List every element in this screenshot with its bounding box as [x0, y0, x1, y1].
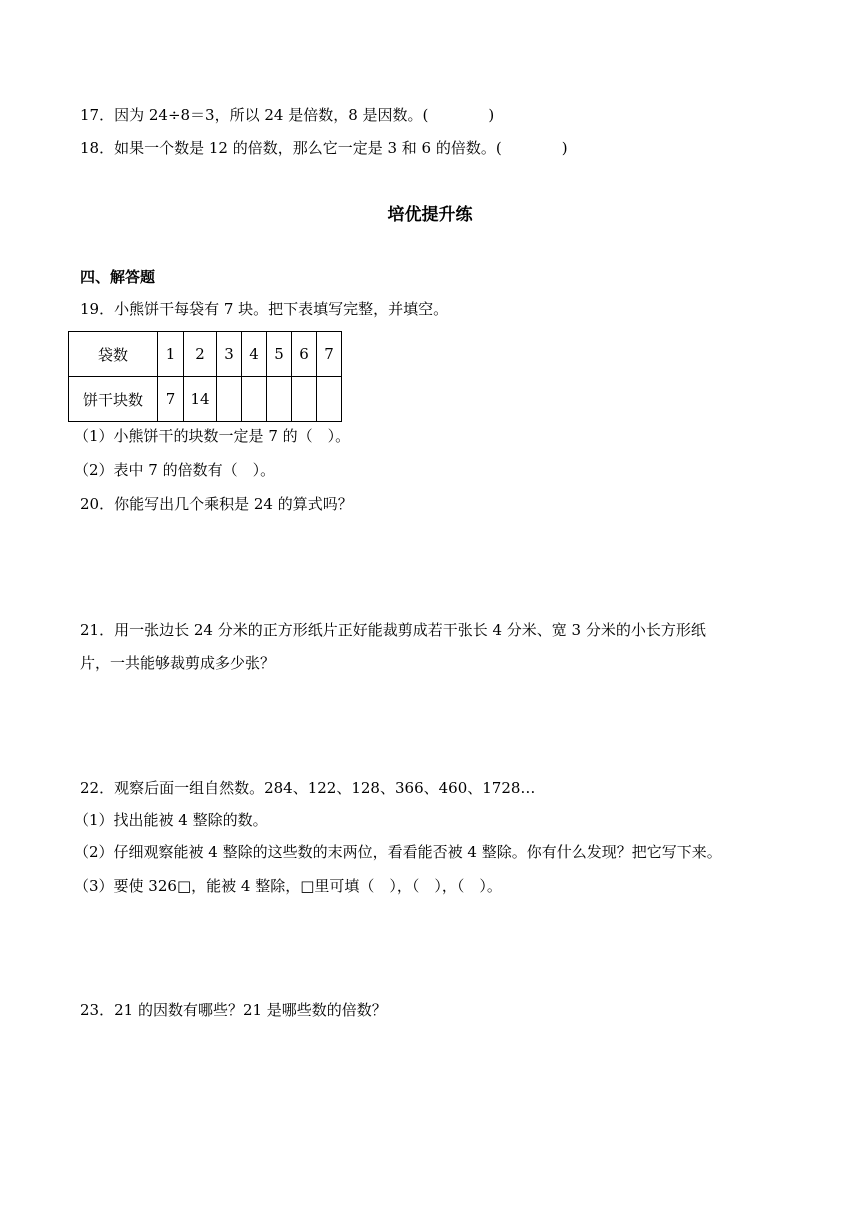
question-19-part-2: （2）表中 7 的倍数有（ ）。: [74, 461, 276, 479]
question-18: 18．如果一个数是 12 的倍数，那么它一定是 3 和 6 的倍数。( ): [80, 139, 568, 157]
table-cell: 14: [184, 377, 217, 422]
table-cell: 5: [267, 332, 292, 377]
table-cell: 3: [217, 332, 242, 377]
question-22-part-2: （2）仔细观察能被 4 整除的这些数的末两位，看看能否被 4 整除。你有什么发现？把它写下来。: [74, 843, 722, 861]
table-cell: 4: [242, 332, 267, 377]
question-22-part-1: （1）找出能被 4 整除的数。: [74, 811, 268, 829]
table-header-biscuits: 饼干块数: [69, 377, 158, 422]
question-22-part-3: （3）要使 326□，能被 4 整除，□里可填（ ），（ ），（ ）。: [74, 877, 502, 895]
table-cell: 6: [292, 332, 317, 377]
table-row-biscuits: [69, 377, 342, 422]
table-row-bags: [69, 332, 342, 377]
question-21-line-2: 片，一共能够裁剪成多少张？: [80, 654, 276, 672]
table-cell-blank[interactable]: [317, 377, 342, 422]
table-cell-blank[interactable]: [242, 377, 267, 422]
question-20: 20．你能写出几个乘积是 24 的算式吗？: [80, 495, 353, 513]
table-cell-blank[interactable]: [267, 377, 292, 422]
section-heading: 培优提升练: [387, 205, 473, 225]
table-cell-blank[interactable]: [292, 377, 317, 422]
table-cell-blank[interactable]: [217, 377, 242, 422]
table-cell: 7: [158, 377, 184, 422]
table-header-bags: 袋数: [69, 332, 158, 377]
question-21-line-1: 21．用一张边长 24 分米的正方形纸片正好能裁剪成若干张长 4 分米、宽 3 分米的小长方形纸: [80, 621, 706, 639]
table-cell: 1: [158, 332, 184, 377]
question-19-part-1: （1）小熊饼干的块数一定是 7 的（ ）。: [74, 427, 351, 445]
question-23: 23．21 的因数有哪些？21 是哪些数的倍数？: [80, 1001, 387, 1019]
section-title: 四、解答题: [80, 268, 156, 286]
question-22: 22．观察后面一组自然数。284、122、128、366、460、1728…: [80, 779, 536, 797]
question-19: 19．小熊饼干每袋有 7 块。把下表填写完整，并填空。: [80, 300, 449, 318]
table-cell: 2: [184, 332, 217, 377]
question-17: 17．因为 24÷8＝3，所以 24 是倍数，8 是因数。( ): [80, 106, 495, 124]
table-cell: 7: [317, 332, 342, 377]
biscuit-table: [68, 331, 342, 422]
